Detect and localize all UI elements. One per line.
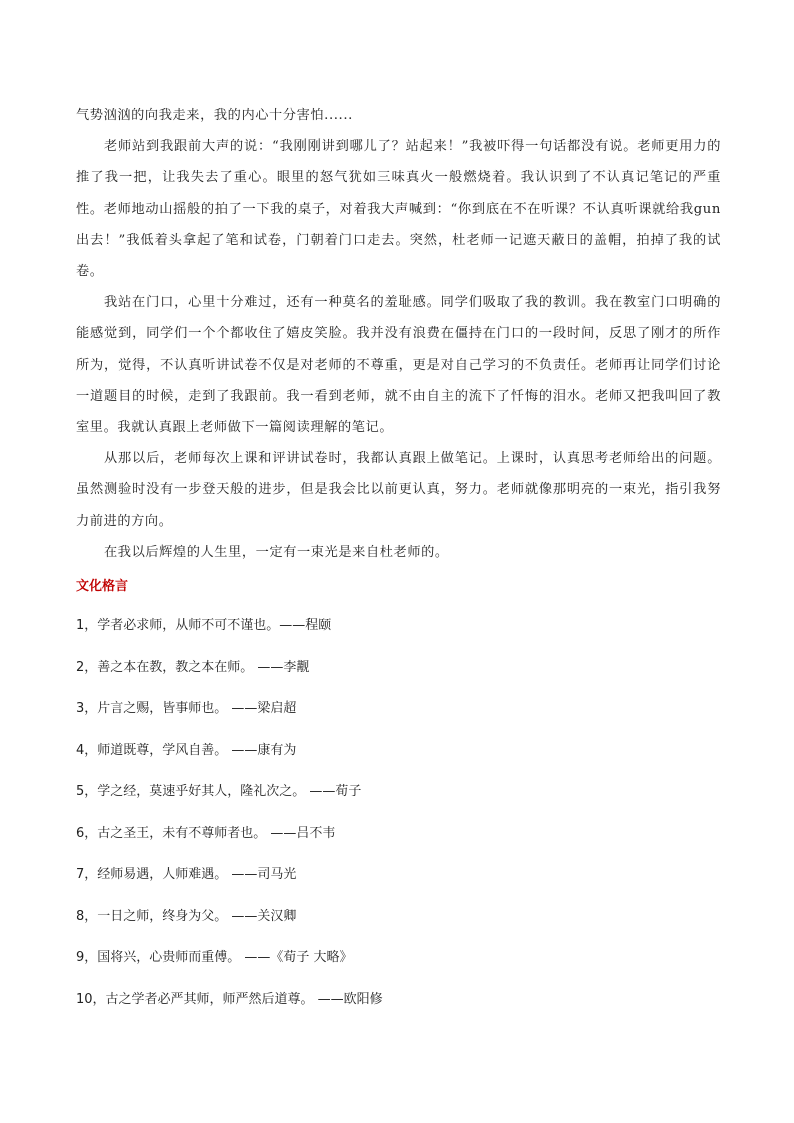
quote-item: 10，古之学者必严其师，师严然后道尊。 ——欧阳修 xyxy=(76,991,383,1007)
section-title: 文化格言 xyxy=(76,579,129,594)
quote-item: 1，学者必求师，从师不可不谨也。——程颐 xyxy=(76,618,332,633)
quote-item: 8，一日之师，终身为父。 ——关汉卿 xyxy=(76,908,297,924)
quote-item: 4，师道既尊，学风自善。 ——康有为 xyxy=(76,742,297,758)
quote-item: 6，古之圣王，未有不尊师者也。 ——吕不韦 xyxy=(76,825,336,841)
essay-paragraph-2: 老师站到我跟前大声的说：“我刚刚讲到哪儿了？站起来！”我被吓得一句话都没有说。老师更用力的推了我一把，让我失去了重心。眼里的怒气犹如三味真火一般燃烧着。我认识到了不认真记笔记的严重性。老师地动山摇般的拍了一下我的桌子，对着我大声喊到：“你到底在不在听课？不认真听课就给我gun出去！”我低着头拿起了笔和试卷，门朝着门口走去。突然，杜老师一记遮天蔽日的盖帽，拍掉了我的试卷。 xyxy=(76,139,721,280)
essay-paragraph-4: 从那以后，老师每次上课和评讲试卷时，我都认真跟上做笔记。上课时，认真思考老师给出的问题。虽然测验时没有一步登天般的进步，但是我会比以前更认真，努力。老师就像那明亮的一束光，指引我努力前进的方向。 xyxy=(76,451,721,529)
quote-item: 9，国将兴，心贵师而重傅。 ——《荀子 大略》 xyxy=(76,950,353,965)
quote-item: 5，学之经，莫速乎好其人，隆礼次之。 ——荀子 xyxy=(76,784,362,799)
essay-paragraph-5: 在我以后辉煌的人生里，一定有一束光是来自杜老师的。 xyxy=(104,544,449,560)
essay-paragraph-3: 我站在门口，心里十分难过，还有一种莫名的羞耻感。同学们吸取了我的教训。我在教室门口明确的能感觉到，同学们一个个都收住了嬉皮笑脸。我并没有浪费在僵持在门口的一段时间，反思了刚才的所作所为，觉得，不认真听讲试卷不仅是对老师的不尊重，更是对自己学习的不负责任。老师再让同学们讨论一道题目的时候，走到了我跟前。我一看到老师，就不由自主的流下了忏悔的泪水。老师又把我叫回了教室里。我就认真跟上老师做下一篇阅读理解的笔记。 xyxy=(76,295,721,436)
quote-item: 2，善之本在教，教之本在师。 ——李觏 xyxy=(76,659,310,675)
quote-item: 7，经师易遇，人师难遇。 ——司马光 xyxy=(76,867,297,882)
essay-body xyxy=(76,100,721,568)
quote-item: 3，片言之赐，皆事师也。 ——梁启超 xyxy=(76,701,297,716)
essay-paragraph-1: 气势汹汹的向我走来，我的内心十分害怕...... xyxy=(76,108,353,123)
quote-list xyxy=(76,612,721,1027)
